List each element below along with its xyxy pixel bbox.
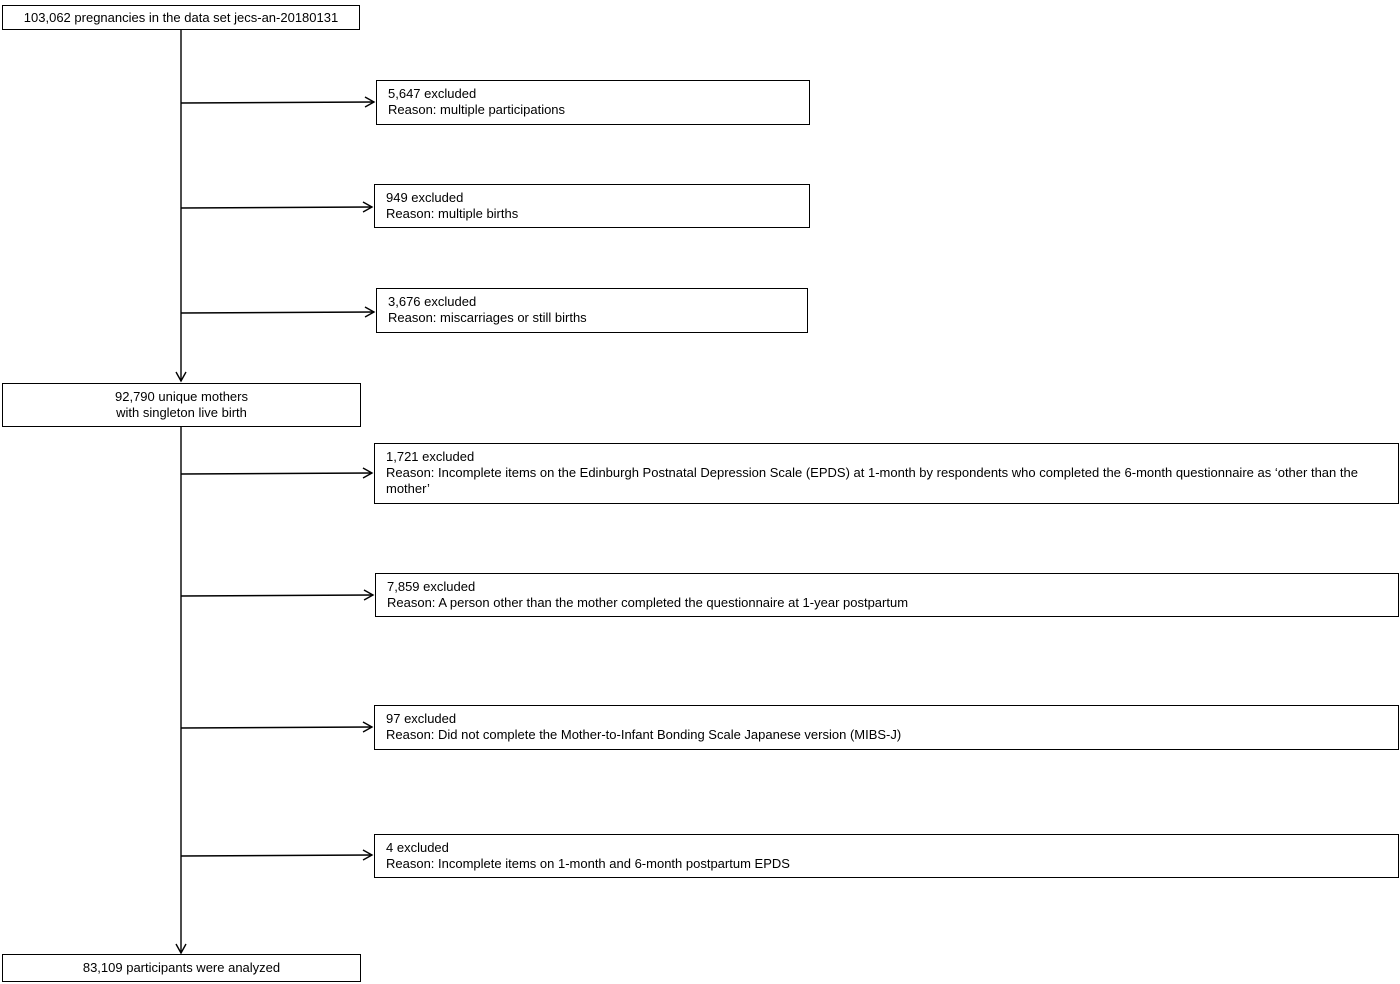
exclusion-box-3 xyxy=(376,288,808,333)
middle-box xyxy=(2,383,361,427)
middle-box-line2: with singleton live birth xyxy=(116,405,247,420)
exclusion-count: 3,676 excluded xyxy=(388,294,477,309)
exclusion-box-1 xyxy=(376,80,810,125)
exclusion-count: 5,647 excluded xyxy=(388,86,477,101)
exclusion-reason: Reason: A person other than the mother completed the questionnaire at 1-year postpartum xyxy=(387,595,909,610)
exclusion-reason: Reason: Did not complete the Mother-to-Infant Bonding Scale Japanese version (MIBS-J) xyxy=(386,727,902,742)
exclusion-reason: Reason: multiple participations xyxy=(388,102,566,117)
branch-arrow-exclusion-5 xyxy=(181,595,373,596)
exclusion-reason: Reason: Incomplete items on 1-month and 6-month postpartum EPDS xyxy=(386,856,790,871)
exclusion-count: 4 excluded xyxy=(386,840,449,855)
exclusion-count: 1,721 excluded xyxy=(386,449,475,464)
exclusion-box-5 xyxy=(375,573,1399,617)
end-box-text: 83,109 participants were analyzed xyxy=(82,960,281,975)
end-box xyxy=(2,954,361,982)
branch-arrow-exclusion-2 xyxy=(181,207,372,208)
exclusion-reason: Reason: miscarriages or still births xyxy=(388,310,587,325)
exclusion-reason: Reason: multiple births xyxy=(386,206,519,221)
branch-arrow-exclusion-7 xyxy=(181,855,372,856)
exclusion-box-7 xyxy=(374,834,1399,878)
start-box-text: 103,062 pregnancies in the data set jecs-an-20180131 xyxy=(23,9,339,25)
exclusion-box-6 xyxy=(374,705,1399,750)
branch-arrow-exclusion-3 xyxy=(181,312,374,313)
exclusion-box-2 xyxy=(374,184,810,228)
exclusion-reason: Reason: Incomplete items on the Edinburgh Postnatal Depression Scale (EPDS) at 1-month by respondents who completed the 6-month questionnaire as ‘other than the mother’ xyxy=(386,465,1358,496)
branch-arrow-exclusion-1 xyxy=(181,102,374,103)
exclusion-count: 97 excluded xyxy=(386,711,457,726)
exclusion-count: 7,859 excluded xyxy=(387,579,476,594)
branch-arrow-exclusion-4 xyxy=(181,473,372,474)
branch-arrow-exclusion-6 xyxy=(181,727,372,728)
exclusion-box-4 xyxy=(374,443,1399,504)
exclusion-count: 949 excluded xyxy=(386,190,464,205)
middle-box-line1: 92,790 unique mothers xyxy=(115,389,248,404)
start-box xyxy=(2,5,360,30)
